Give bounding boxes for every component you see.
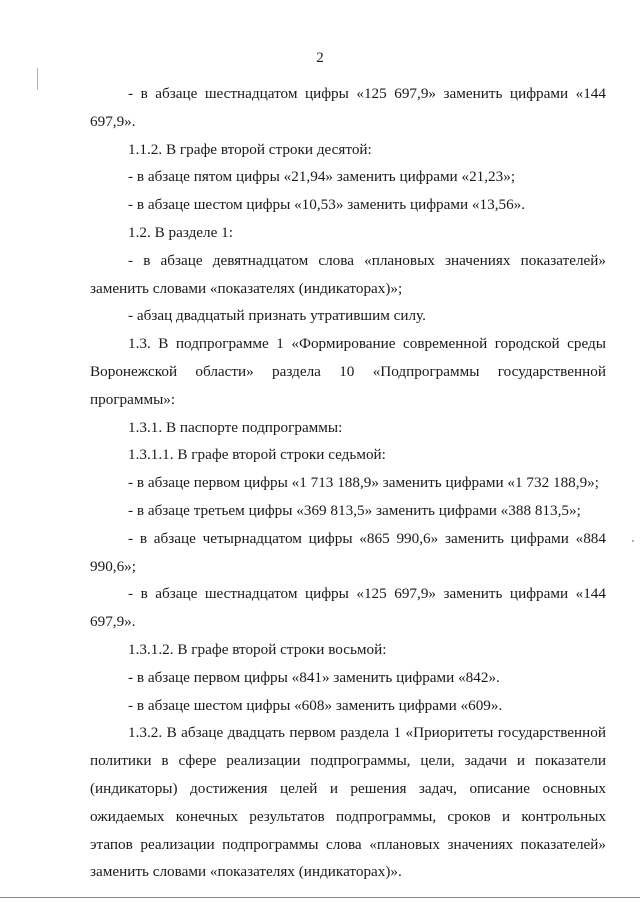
paragraph: - в абзаце первом цифры «841» заменить цифрами «842». xyxy=(128,668,500,686)
paragraph: - в абзаце четырнадцатом цифры «865 990,6» заменить цифрами «884 990,6»; xyxy=(90,529,606,575)
paragraph: 1.3.2. В абзаце двадцать первом раздела 1 «Приоритеты государственной политики в сфере реализации подпрограммы, цели, задачи и показатели (индикаторы) достижения целей и решения задач, описание основных ожидаемых конечных результатов подпрограммы, сроков и контрольных этапов реализации подпрограммы слова «плановых значениях показателей» заменить словами «показателях (индикаторах)». xyxy=(90,724,606,881)
page-number: 2 xyxy=(316,50,324,66)
paragraph: - в абзаце шестнадцатом цифры «125 697,9» заменить цифрами «144 697,9». xyxy=(90,585,606,631)
paragraph: - в абзаце первом цифры «1 713 188,9» заменить цифрами «1 732 188,9»; xyxy=(128,474,599,492)
document-body xyxy=(90,80,606,886)
scan-mark xyxy=(37,68,38,90)
scan-mark xyxy=(632,540,634,542)
paragraph: - абзац двадцатый признать утратившим силу. xyxy=(128,307,426,325)
paragraph: 1.3.1.1. В графе второй строки седьмой: xyxy=(128,446,386,464)
paragraph: - в абзаце шестнадцатом цифры «125 697,9» заменить цифрами «144 697,9». xyxy=(90,85,606,130)
paragraph: 1.3.1.2. В графе второй строки восьмой: xyxy=(128,640,387,658)
paragraph: 1.1.2. В графе второй строки десятой: xyxy=(128,140,372,158)
paragraph: - в абзаце пятом цифры «21,94» заменить цифрами «21,23»; xyxy=(128,168,516,186)
paragraph: - в абзаце девятнадцатом слова «плановых значениях показателей» заменить словами «показателях (индикаторах)»; xyxy=(90,251,606,297)
paragraph: 1.2. В разделе 1: xyxy=(128,223,233,241)
paragraph: 1.3. В подпрограмме 1 «Формирование современной городской среды Воронежской области» раздела 10 «Подпрограммы государственной программы»: xyxy=(90,335,606,408)
paragraph: - в абзаце третьем цифры «369 813,5» заменить цифрами «388 813,5»; xyxy=(128,501,581,519)
paragraph: 1.3.1. В паспорте подпрограммы: xyxy=(128,418,343,436)
page-bottom-edge xyxy=(0,897,640,898)
paragraph: - в абзаце шестом цифры «608» заменить цифрами «609». xyxy=(128,696,503,714)
paragraph: - в абзаце шестом цифры «10,53» заменить цифрами «13,56». xyxy=(128,196,526,214)
